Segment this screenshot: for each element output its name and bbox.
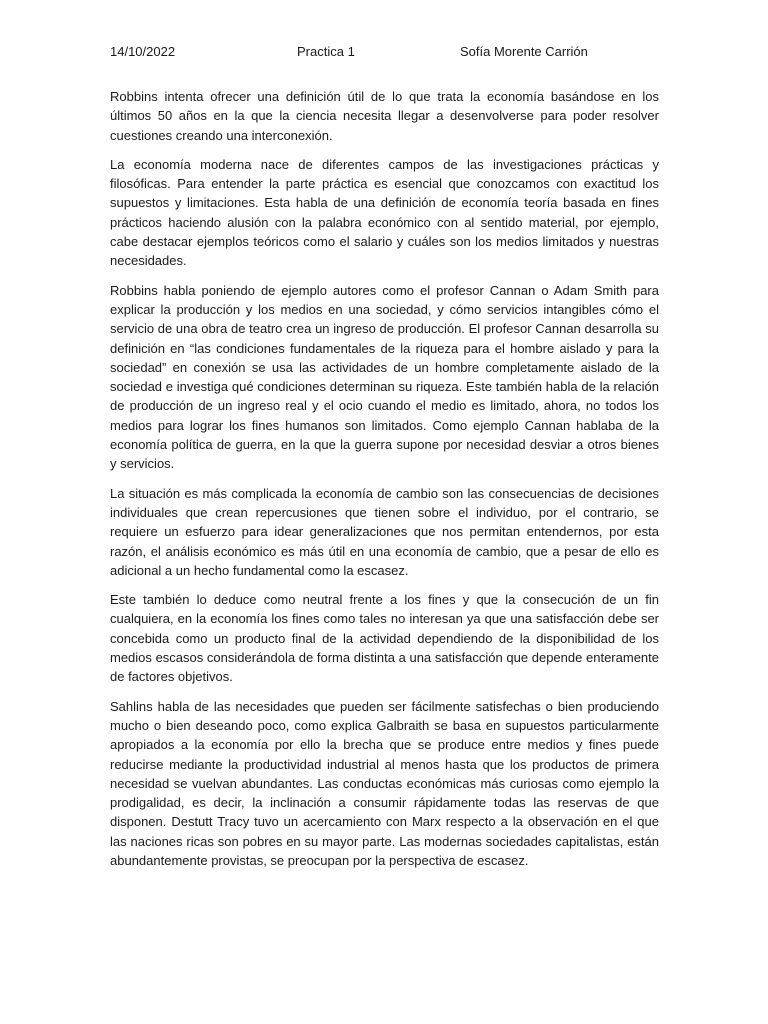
- header-title: Practica 1: [297, 44, 355, 59]
- paragraph: Robbins habla poniendo de ejemplo autores como el profesor Cannan o Adam Smith para explicar la producción y los medios en una sociedad, y cómo servicios intangibles cómo el servicio de una obra de teatro crea un ingreso de producción. El profesor Cannan desarrolla su definición en “las condiciones fundamentales de la riqueza para el hombre aislado y para la sociedad” en conexión se usa las actividades de un hombre completamente aislado de la sociedad e investiga qué condiciones determinan su riqueza. Este también habla de la relación de producción de un ingreso real y el ocio cuando el medio es limitado, ahora, no todos los medios para lograr los fines humanos son limitados. Como ejemplo Cannan hablaba de la economía política de guerra, en la que la guerra supone por necesidad desviar a otros bienes y servicios.: [110, 282, 659, 472]
- page-header: [110, 43, 660, 61]
- paragraph: La economía moderna nace de diferentes campos de las investigaciones prácticas y filosóficas. Para entender la parte práctica es esencial que conozcamos con exactitud los supuestos y limitaciones. Esta habla de una definición de economía teoría basada en fines prácticos haciendo alusión con la palabra económico con al sentido material, por ejemplo, cabe destacar ejemplos teóricos como el salario y cuáles son los medios limitados y nuestras necesidades.: [110, 156, 659, 269]
- paragraph: Sahlins habla de las necesidades que pueden ser fácilmente satisfechas o bien produciendo mucho o bien deseando poco, como explica Galbraith se basa en supuestos particularmente apropiados a la economía por ello la brecha que se produce entre medios y fines puede reducirse mediante la productividad industrial al menos hasta que los productos de primera necesidad se vuelvan abundantes. Las conductas económicas más curiosas como ejemplo la prodigalidad, es decir, la inclinación a consumir rápidamente todas las reservas de que disponen. Destutt Tracy tuvo un acercamiento con Marx respecto a la observación en el que las naciones ricas son pobres en su mayor parte. Las modernas sociedades capitalistas, están abundantemente provistas, se preocupan por la perspectiva de escasez.: [110, 698, 659, 868]
- paragraph: Robbins intenta ofrecer una definición útil de lo que trata la economía basándose en los últimos 50 años en la que la ciencia necesita llegar a desenvolverse para poder resolver cuestiones creando una interconexión.: [110, 89, 659, 143]
- header-date: 14/10/2022: [110, 44, 176, 59]
- document-body: [110, 87, 659, 880]
- header-author: Sofía Morente Carrión: [460, 44, 588, 59]
- paragraph: La situación es más complicada la economía de cambio son las consecuencias de decisiones individuales que crean repercusiones que tienen sobre el individuo, por el contrario, se requiere un esfuerzo para idear generalizaciones que nos permitan entendernos, por esta razón, el análisis económico es más útil en una economía de cambio, que a pesar de ello es adicional a un hecho fundamental como la escasez.: [110, 485, 659, 578]
- paragraph: Este también lo deduce como neutral frente a los fines y que la consecución de un fin cualquiera, en la economía los fines como tales no interesan ya que una satisfacción debe ser concebida como un producto final de la actividad dependiendo de la disponibilidad de los medios escasos considerándola de forma distinta a una satisfacción que depende enteramente de factores objetivos.: [110, 592, 659, 685]
